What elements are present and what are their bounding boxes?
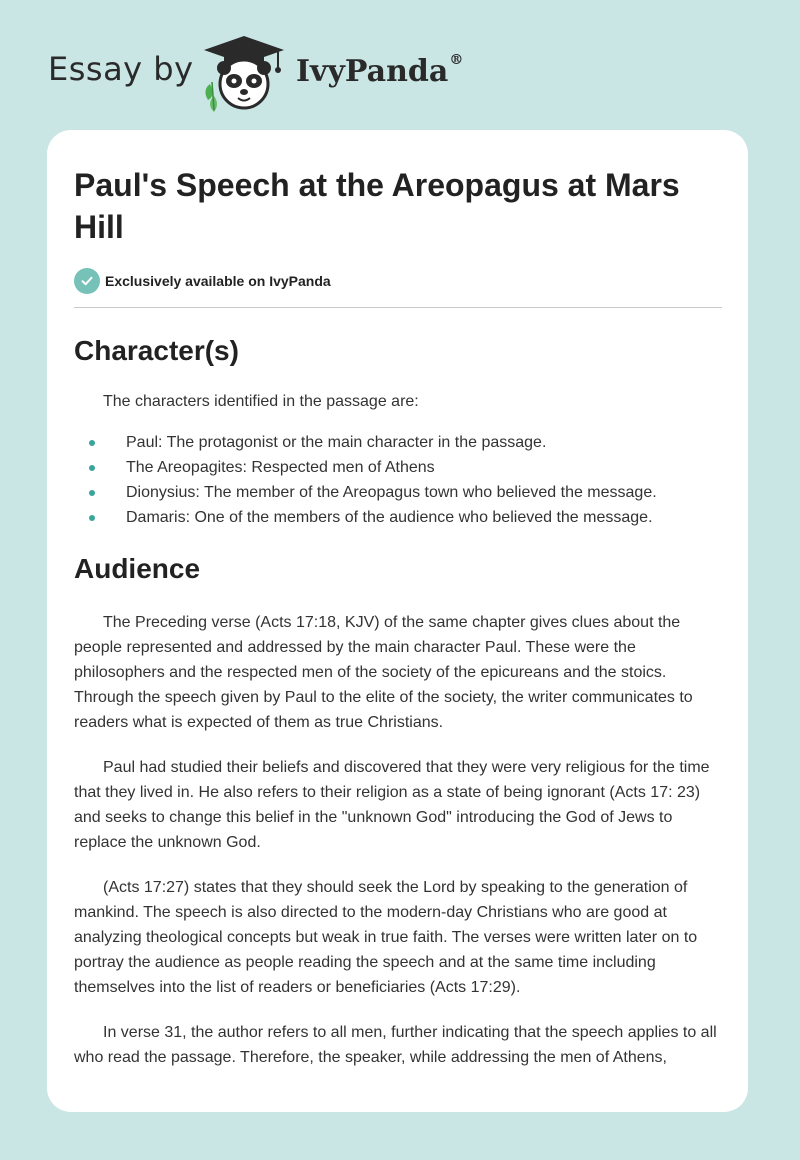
brand-name: IvyPanda (296, 54, 449, 89)
title-divider (74, 307, 722, 308)
characters-list (74, 430, 724, 530)
audience-paragraph: Paul had studied their beliefs and discovered that they were very religious for the time that they lived in. He also refers to their religion as a state of being ignorant (Acts 17: 23) and seeks to change this belief in the "unknown God" introducing the God of Jews to replace the unknown God. (74, 759, 710, 851)
essay-content (74, 164, 724, 1070)
essay-title: Paul's Speech at the Areopagus at Mars Hill (74, 167, 680, 245)
audience-paragraph: In verse 31, the author refers to all men, further indicating that the speech applies to all who read the passage. Therefore, the speaker, while addressing the men of Athens, (74, 1024, 717, 1066)
characters-intro: The characters identified in the passage are: (103, 393, 419, 410)
exclusive-label: Exclusively available on IvyPanda (105, 273, 331, 289)
brand-logo[interactable] (296, 54, 463, 89)
audience-heading: Audience (74, 553, 201, 584)
exclusive-badge (74, 267, 724, 295)
essay-by-label: Essay by (48, 50, 194, 88)
audience-paragraph: The Preceding verse (Acts 17:18, KJV) of the same chapter gives clues about the people represented and addressed by the main character Paul. These were the philosophers and the respected men of the society of the epicureans and the stoics. Through the speech given by Paul to the elite of the society, the writer communicates to readers what is expected of them as true Christians. (74, 614, 693, 731)
character-item: Dionysius: The member of the Areopagus town who believed the message. (74, 480, 724, 505)
character-item: The Areopagites: Respected men of Athens (74, 455, 724, 480)
registered-mark: ® (449, 52, 464, 68)
character-item: Paul: The protagonist or the main character in the passage. (74, 430, 724, 455)
site-header (0, 0, 800, 130)
characters-heading: Character(s) (74, 335, 239, 366)
panda-graduate-icon[interactable] (196, 34, 292, 112)
check-circle-icon (74, 268, 100, 294)
audience-paragraph: (Acts 17:27) states that they should seek the Lord by speaking to the generation of mankind. The speech is also directed to the modern-day Christians who are good at analyzing theological concepts but weak in true faith. The verses were written later on to portray the audience as people reading the speech and at the same time including themselves into the list of readers or beneficiaries (Acts 17:29). (74, 879, 698, 996)
character-item: Damaris: One of the members of the audience who believed the message. (74, 505, 724, 530)
essay-card (47, 130, 748, 1112)
